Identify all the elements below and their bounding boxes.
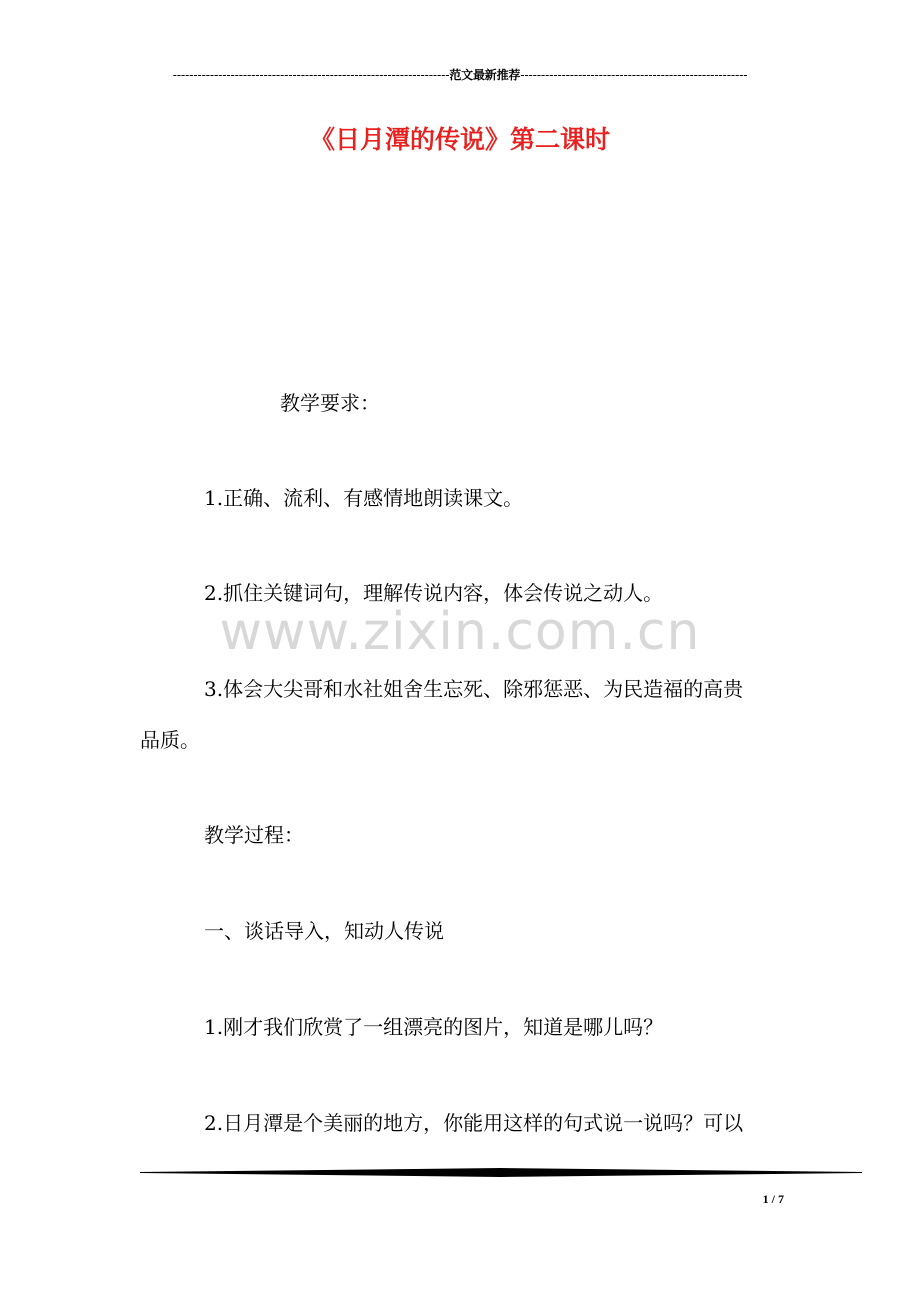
page-header [140,66,780,84]
document-title: 《日月潭的传说》第二课时 [309,125,610,154]
paragraph-teaching-requirements: 教学要求： [280,391,380,415]
paragraph-step-2: 2.日月潭是个美丽的地方，你能用这样的句式说一说吗？可以 [204,1111,744,1135]
paragraph-requirement-1: 1.正确、流利、有感情地朗读课文。 [204,486,524,510]
paragraph-section-1-heading: 一、谈话导入，知动人传说 [204,919,444,943]
paragraph-teaching-process: 教学过程： [204,823,304,847]
paragraph-requirement-2: 2.抓住关键词句，理解传说内容，体会传说之动人。 [204,581,664,605]
header-dashes-right: ------------------------------------------------------- [520,68,748,82]
footer-rule [140,1168,862,1178]
paragraph-requirement-3-cont: 品质。 [140,728,200,752]
paragraph-step-1: 1.刚才我们欣赏了一组漂亮的图片，知道是哪儿吗？ [204,1015,664,1039]
page-number: 1 / 7 [762,1192,784,1206]
paragraph-requirement-3: 3.体会大尖哥和水社姐舍生忘死、除邪惩恶、为民造福的高贵 [204,677,744,701]
header-label: 范文最新推荐 [449,68,521,82]
watermark: www.zixin.com.cn [219,602,701,662]
header-dashes-left: ------------------------------------------------------------------- [172,68,450,82]
